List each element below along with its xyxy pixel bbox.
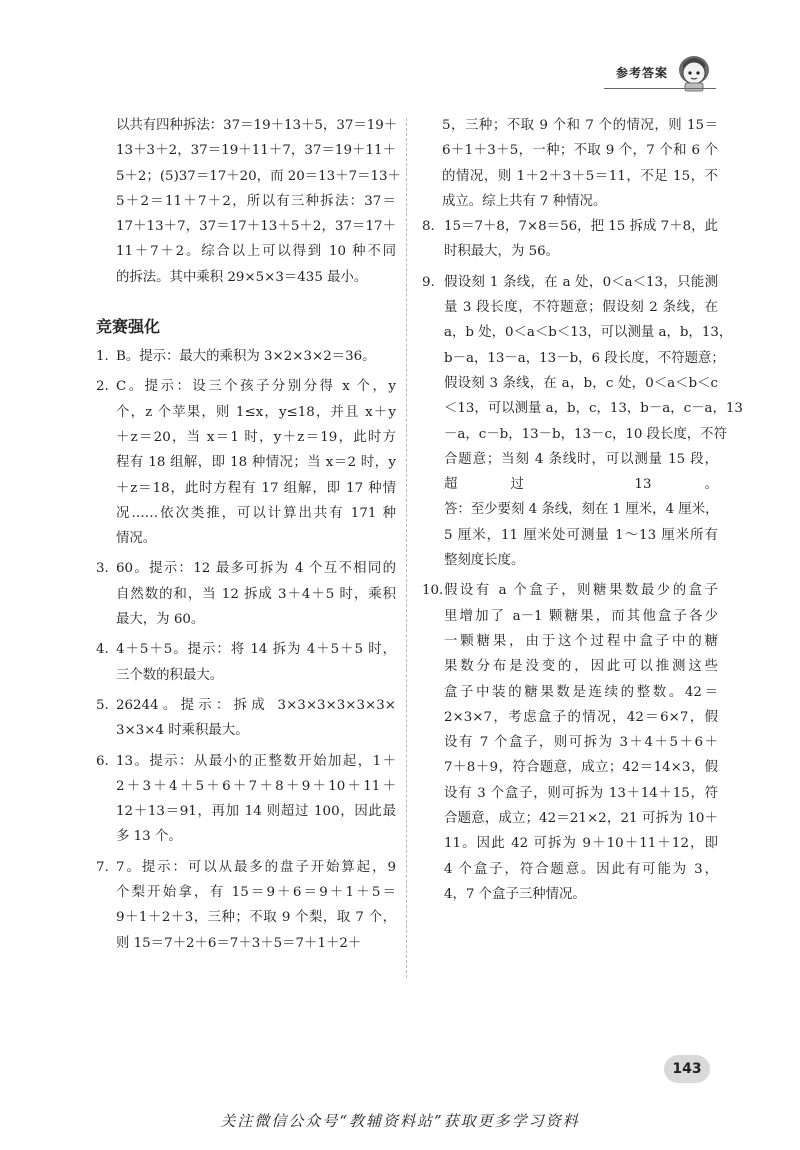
line-text: 设有 7 个盒子，则可拆为 3＋4＋5＋6＋ bbox=[444, 735, 718, 751]
indent bbox=[96, 931, 116, 956]
line-text: 盒子中装的糖果数是连续的整数。42＝ bbox=[444, 684, 718, 700]
indent bbox=[422, 472, 444, 497]
indent bbox=[96, 501, 116, 526]
text-line bbox=[422, 447, 718, 472]
line-text: 7。提示：可以从最多的盘子开始算起，9 bbox=[116, 859, 396, 875]
line-text: 9＋1＋2＋3，三种；不取 9 个梨，取 7 个， bbox=[116, 910, 396, 926]
line-text: 合题意；当刻 4 条线时，可以测量 15 段， bbox=[444, 451, 718, 467]
line-text: 果数分布是没变的，因此可以推测这些 bbox=[444, 659, 718, 675]
item-number: 2. bbox=[96, 379, 109, 395]
text-line bbox=[422, 548, 718, 573]
header-label: 参考答案 bbox=[616, 66, 669, 80]
answer-list-left bbox=[96, 344, 396, 956]
text-line: 13＋3＋2，37＝19＋11＋7，37＝19＋11＋ bbox=[116, 143, 396, 159]
text-line bbox=[422, 806, 718, 831]
text-line bbox=[96, 400, 396, 425]
answer-item bbox=[96, 855, 396, 956]
indent bbox=[96, 582, 116, 607]
indent bbox=[422, 604, 444, 629]
footer-note: 关注微信公众号“教辅资料站”获取更多学习资料 bbox=[220, 1112, 580, 1130]
indent bbox=[422, 497, 444, 522]
text-line bbox=[422, 239, 718, 264]
line-text: 5 厘米，11 厘米处可测量 1～13 厘米所有 bbox=[444, 527, 718, 543]
text-line bbox=[422, 654, 718, 679]
line-text: 4 个盒子，符合题意。因此有可能为 3， bbox=[444, 861, 718, 877]
line-text: 答：至少要刻 4 条线，刻在 1 厘米，4 厘米， bbox=[444, 502, 719, 518]
item-number: 9. bbox=[422, 274, 435, 290]
item-number: 4. bbox=[96, 642, 109, 658]
indent bbox=[422, 755, 444, 780]
indent bbox=[96, 526, 116, 551]
indent bbox=[422, 680, 444, 705]
page-number-badge: 143 bbox=[664, 1055, 710, 1083]
line-text: －a，c－b，13－b，13－c，10 段长度，不符 bbox=[444, 426, 727, 442]
text-line bbox=[96, 450, 396, 475]
text-line bbox=[422, 882, 718, 907]
answer-item bbox=[96, 374, 396, 551]
indent bbox=[96, 476, 116, 501]
answer-item bbox=[96, 749, 396, 850]
line-text: ＋z＝20，当 x＝1 时，y＋z＝19，此时方 bbox=[116, 429, 396, 445]
line-text: a，b 处，0＜a＜b＜13，可以测量 a，b，13， bbox=[444, 325, 733, 341]
line-text: 13。提示：从最小的正整数开始加起，1＋ bbox=[116, 753, 396, 769]
item-number: 3. bbox=[96, 561, 109, 577]
indent bbox=[96, 880, 116, 905]
item-number: 10. bbox=[422, 583, 444, 599]
line-text: 里增加了 a－1 颗糖果，而其他盒子各少 bbox=[444, 608, 718, 624]
item-number: 8. bbox=[422, 219, 435, 235]
line-text: 超过 13。 bbox=[444, 477, 718, 493]
text-line: 以共有四种拆法：37＝19＋13＋5，37＝19＋ bbox=[116, 118, 398, 133]
indent bbox=[422, 239, 444, 264]
text-line bbox=[422, 472, 718, 497]
text-line bbox=[422, 270, 718, 295]
text-line: 11＋7＋2。综合以上可以得到 10 种不同 bbox=[116, 244, 396, 260]
line-text: 11。因此 42 可拆为 9＋10＋11＋12，即 bbox=[444, 836, 718, 852]
text-line bbox=[422, 396, 743, 421]
answer-list-right bbox=[422, 214, 743, 907]
line-text: 7＋8＋9，符合题意，成立；42＝14×3，假 bbox=[444, 760, 718, 776]
line-text: 15＝7＋8，7×8＝56，把 15 拆成 7＋8，此 bbox=[444, 219, 718, 235]
indent bbox=[422, 295, 444, 320]
indent bbox=[422, 781, 444, 806]
line-text: 设有 3 个盒子，则可拆为 13＋14＋15，符 bbox=[444, 785, 718, 801]
text-line bbox=[96, 774, 396, 799]
text-line bbox=[422, 523, 718, 548]
line-text: ＋z＝18，此时方程有 17 组解，即 17 种情 bbox=[116, 480, 396, 496]
text-line: 5＋2＝11＋7＋2，所以有三种拆法：37＝ bbox=[116, 193, 396, 209]
text-line bbox=[96, 374, 396, 399]
indent bbox=[96, 905, 116, 930]
answer-item bbox=[96, 344, 396, 369]
line-text: 60。提示：12 最多可拆为 4 个互不相同的 bbox=[116, 561, 396, 577]
indent bbox=[422, 523, 444, 548]
continued-answer-block bbox=[422, 113, 718, 214]
answer-item bbox=[422, 270, 743, 574]
item-number: 7. bbox=[96, 859, 109, 875]
answer-item bbox=[422, 578, 718, 907]
answer-item bbox=[422, 214, 718, 265]
line-text: 2×3×7，考虑盒子的情况，42＝6×7，假 bbox=[444, 709, 718, 725]
text-line bbox=[96, 749, 396, 774]
text-line bbox=[96, 855, 396, 880]
line-text: 三个数的积最大。 bbox=[116, 667, 224, 683]
text-line bbox=[96, 556, 396, 581]
indent bbox=[422, 654, 444, 679]
text-line: 的拆法。其中乘积 29×5×3＝435 最小。 bbox=[116, 269, 368, 285]
indent bbox=[422, 548, 444, 573]
continued-answer-block bbox=[96, 113, 401, 290]
text-line bbox=[422, 295, 718, 320]
indent bbox=[422, 396, 444, 421]
indent bbox=[96, 663, 116, 688]
header-rule bbox=[604, 88, 716, 89]
indent bbox=[96, 774, 116, 799]
line-text: 合题意，成立；42＝21×2，21 可拆为 10＋ bbox=[444, 811, 718, 827]
text-line bbox=[422, 629, 718, 654]
indent bbox=[422, 371, 444, 396]
line-text: ＜13，可以测量 a，b，c，13，b－a，c－a，13 bbox=[444, 401, 743, 417]
line-text: 一颗糖果，由于这个过程中盒子中的糖 bbox=[444, 633, 718, 649]
line-text: 2＋3＋4＋5＋6＋7＋8＋9＋10＋11＋ bbox=[116, 778, 396, 794]
text-line bbox=[422, 831, 718, 856]
text-line bbox=[422, 320, 733, 345]
text-line bbox=[96, 663, 396, 688]
item-number: 6. bbox=[96, 753, 109, 769]
line-text: 多 13 个。 bbox=[116, 829, 182, 845]
text-line: 的情况，则 1＋2＋3＋5＝11，不足 15，不 bbox=[442, 168, 718, 184]
text-line bbox=[422, 680, 718, 705]
indent bbox=[422, 629, 444, 654]
text-line bbox=[422, 705, 718, 730]
line-text: B。提示：最大的乘积为 3×2×3×2＝36。 bbox=[116, 349, 376, 365]
line-text: 情况。 bbox=[116, 531, 157, 547]
indent bbox=[96, 824, 116, 849]
indent bbox=[96, 400, 116, 425]
line-text: 程有 18 组解，即 18 种情况；当 x＝2 时，y bbox=[116, 455, 396, 471]
indent bbox=[422, 320, 444, 345]
text-line bbox=[96, 344, 396, 369]
text-line bbox=[422, 422, 727, 447]
indent bbox=[96, 718, 116, 743]
indent bbox=[422, 882, 444, 907]
line-text: 3×3×4 时乘积最大。 bbox=[116, 723, 249, 739]
line-text: 个，z 个苹果，则 1≤x，y≤18，并且 x＋y bbox=[116, 404, 396, 420]
text-line bbox=[96, 824, 396, 849]
indent bbox=[96, 450, 116, 475]
text-line bbox=[96, 931, 396, 956]
text-line bbox=[422, 857, 718, 882]
text-line bbox=[96, 718, 396, 743]
answer-item bbox=[96, 637, 396, 688]
text-line bbox=[96, 905, 396, 930]
text-line bbox=[422, 497, 718, 522]
section-title: 竞赛强化 bbox=[96, 317, 161, 337]
text-line bbox=[422, 214, 718, 239]
text-line bbox=[96, 637, 396, 662]
text-line bbox=[422, 781, 718, 806]
text-line bbox=[96, 607, 396, 632]
line-text: 4＋5＋5。提示：将 14 拆为 4＋5＋5 时， bbox=[116, 642, 396, 658]
text-line bbox=[422, 371, 718, 396]
text-line bbox=[96, 799, 396, 824]
text-line bbox=[96, 526, 396, 551]
item-number: 5. bbox=[96, 697, 109, 713]
indent bbox=[422, 831, 444, 856]
text-line bbox=[96, 476, 396, 501]
text-line bbox=[96, 693, 396, 718]
indent bbox=[422, 730, 444, 755]
right-column bbox=[422, 113, 743, 907]
line-text: b－a，13－a，13－b，6 段长度，不符题意； bbox=[444, 350, 725, 366]
line-text: 假设有 a 个盒子，则糖果数最少的盒子 bbox=[444, 583, 718, 599]
line-text: 4，7 个盒子三种情况。 bbox=[444, 886, 586, 902]
line-text: C。提示：设三个孩子分别分得 x 个，y bbox=[116, 379, 396, 395]
text-line bbox=[422, 730, 718, 755]
text-line bbox=[96, 425, 396, 450]
indent bbox=[422, 422, 444, 447]
indent bbox=[422, 346, 444, 371]
indent bbox=[96, 799, 116, 824]
line-text: 则 15＝7＋2＋6＝7＋3＋5＝7＋1＋2＋ bbox=[116, 935, 362, 951]
line-text: 自然数的和，当 12 拆成 3＋4＋5 时，乘积 bbox=[116, 586, 396, 602]
text-line bbox=[422, 346, 725, 371]
line-text: 时积最大，为 56。 bbox=[444, 244, 560, 260]
item-number: 1. bbox=[96, 349, 109, 365]
left-column bbox=[96, 113, 401, 956]
line-text: 假设刻 1 条线，在 a 处，0＜a＜13，只能测 bbox=[444, 274, 718, 290]
answer-item bbox=[96, 693, 396, 744]
line-text: 量 3 段长度，不符题意；假设刻 2 条线，在 bbox=[444, 300, 718, 316]
text-line bbox=[96, 582, 396, 607]
line-text: 最大，为 60。 bbox=[116, 612, 205, 628]
text-line bbox=[96, 501, 396, 526]
text-line bbox=[422, 755, 718, 780]
line-text: 26244。提示：拆成 3×3×3×3×3×3× bbox=[116, 697, 396, 713]
text-line: 6＋1＋3＋5，一种；不取 9 个，7 个和 6 个 bbox=[442, 143, 718, 159]
text-line: 成立。综上共有 7 种情况。 bbox=[442, 193, 607, 209]
column-divider bbox=[406, 118, 407, 978]
text-line bbox=[422, 604, 718, 629]
line-text: 12＋13＝91，再加 14 则超过 100，因此最 bbox=[116, 804, 396, 820]
text-line bbox=[422, 578, 718, 603]
answer-item bbox=[96, 556, 396, 632]
text-line bbox=[96, 880, 396, 905]
indent bbox=[422, 705, 444, 730]
text-line: 17＋13＋7，37＝17＋13＋5＋2，37＝17＋ bbox=[116, 219, 396, 235]
indent bbox=[96, 607, 116, 632]
indent bbox=[96, 425, 116, 450]
indent bbox=[422, 806, 444, 831]
text-line: 5，三种；不取 9 个和 7 个的情况，则 15＝ bbox=[442, 118, 718, 133]
text-line: 5＋2；(5)37＝17＋20，而 20＝13＋7＝13＋ bbox=[116, 168, 401, 184]
line-text: 假设刻 3 条线，在 a，b，c 处，0＜a＜b＜c bbox=[444, 375, 718, 391]
line-text: 个梨开始拿，有 15＝9＋6＝9＋1＋5＝ bbox=[116, 885, 396, 901]
indent bbox=[422, 447, 444, 472]
indent bbox=[422, 857, 444, 882]
line-text: 整刻度长度。 bbox=[444, 553, 525, 569]
line-text: 况……依次类推，可以计算出共有 171 种 bbox=[116, 505, 396, 521]
